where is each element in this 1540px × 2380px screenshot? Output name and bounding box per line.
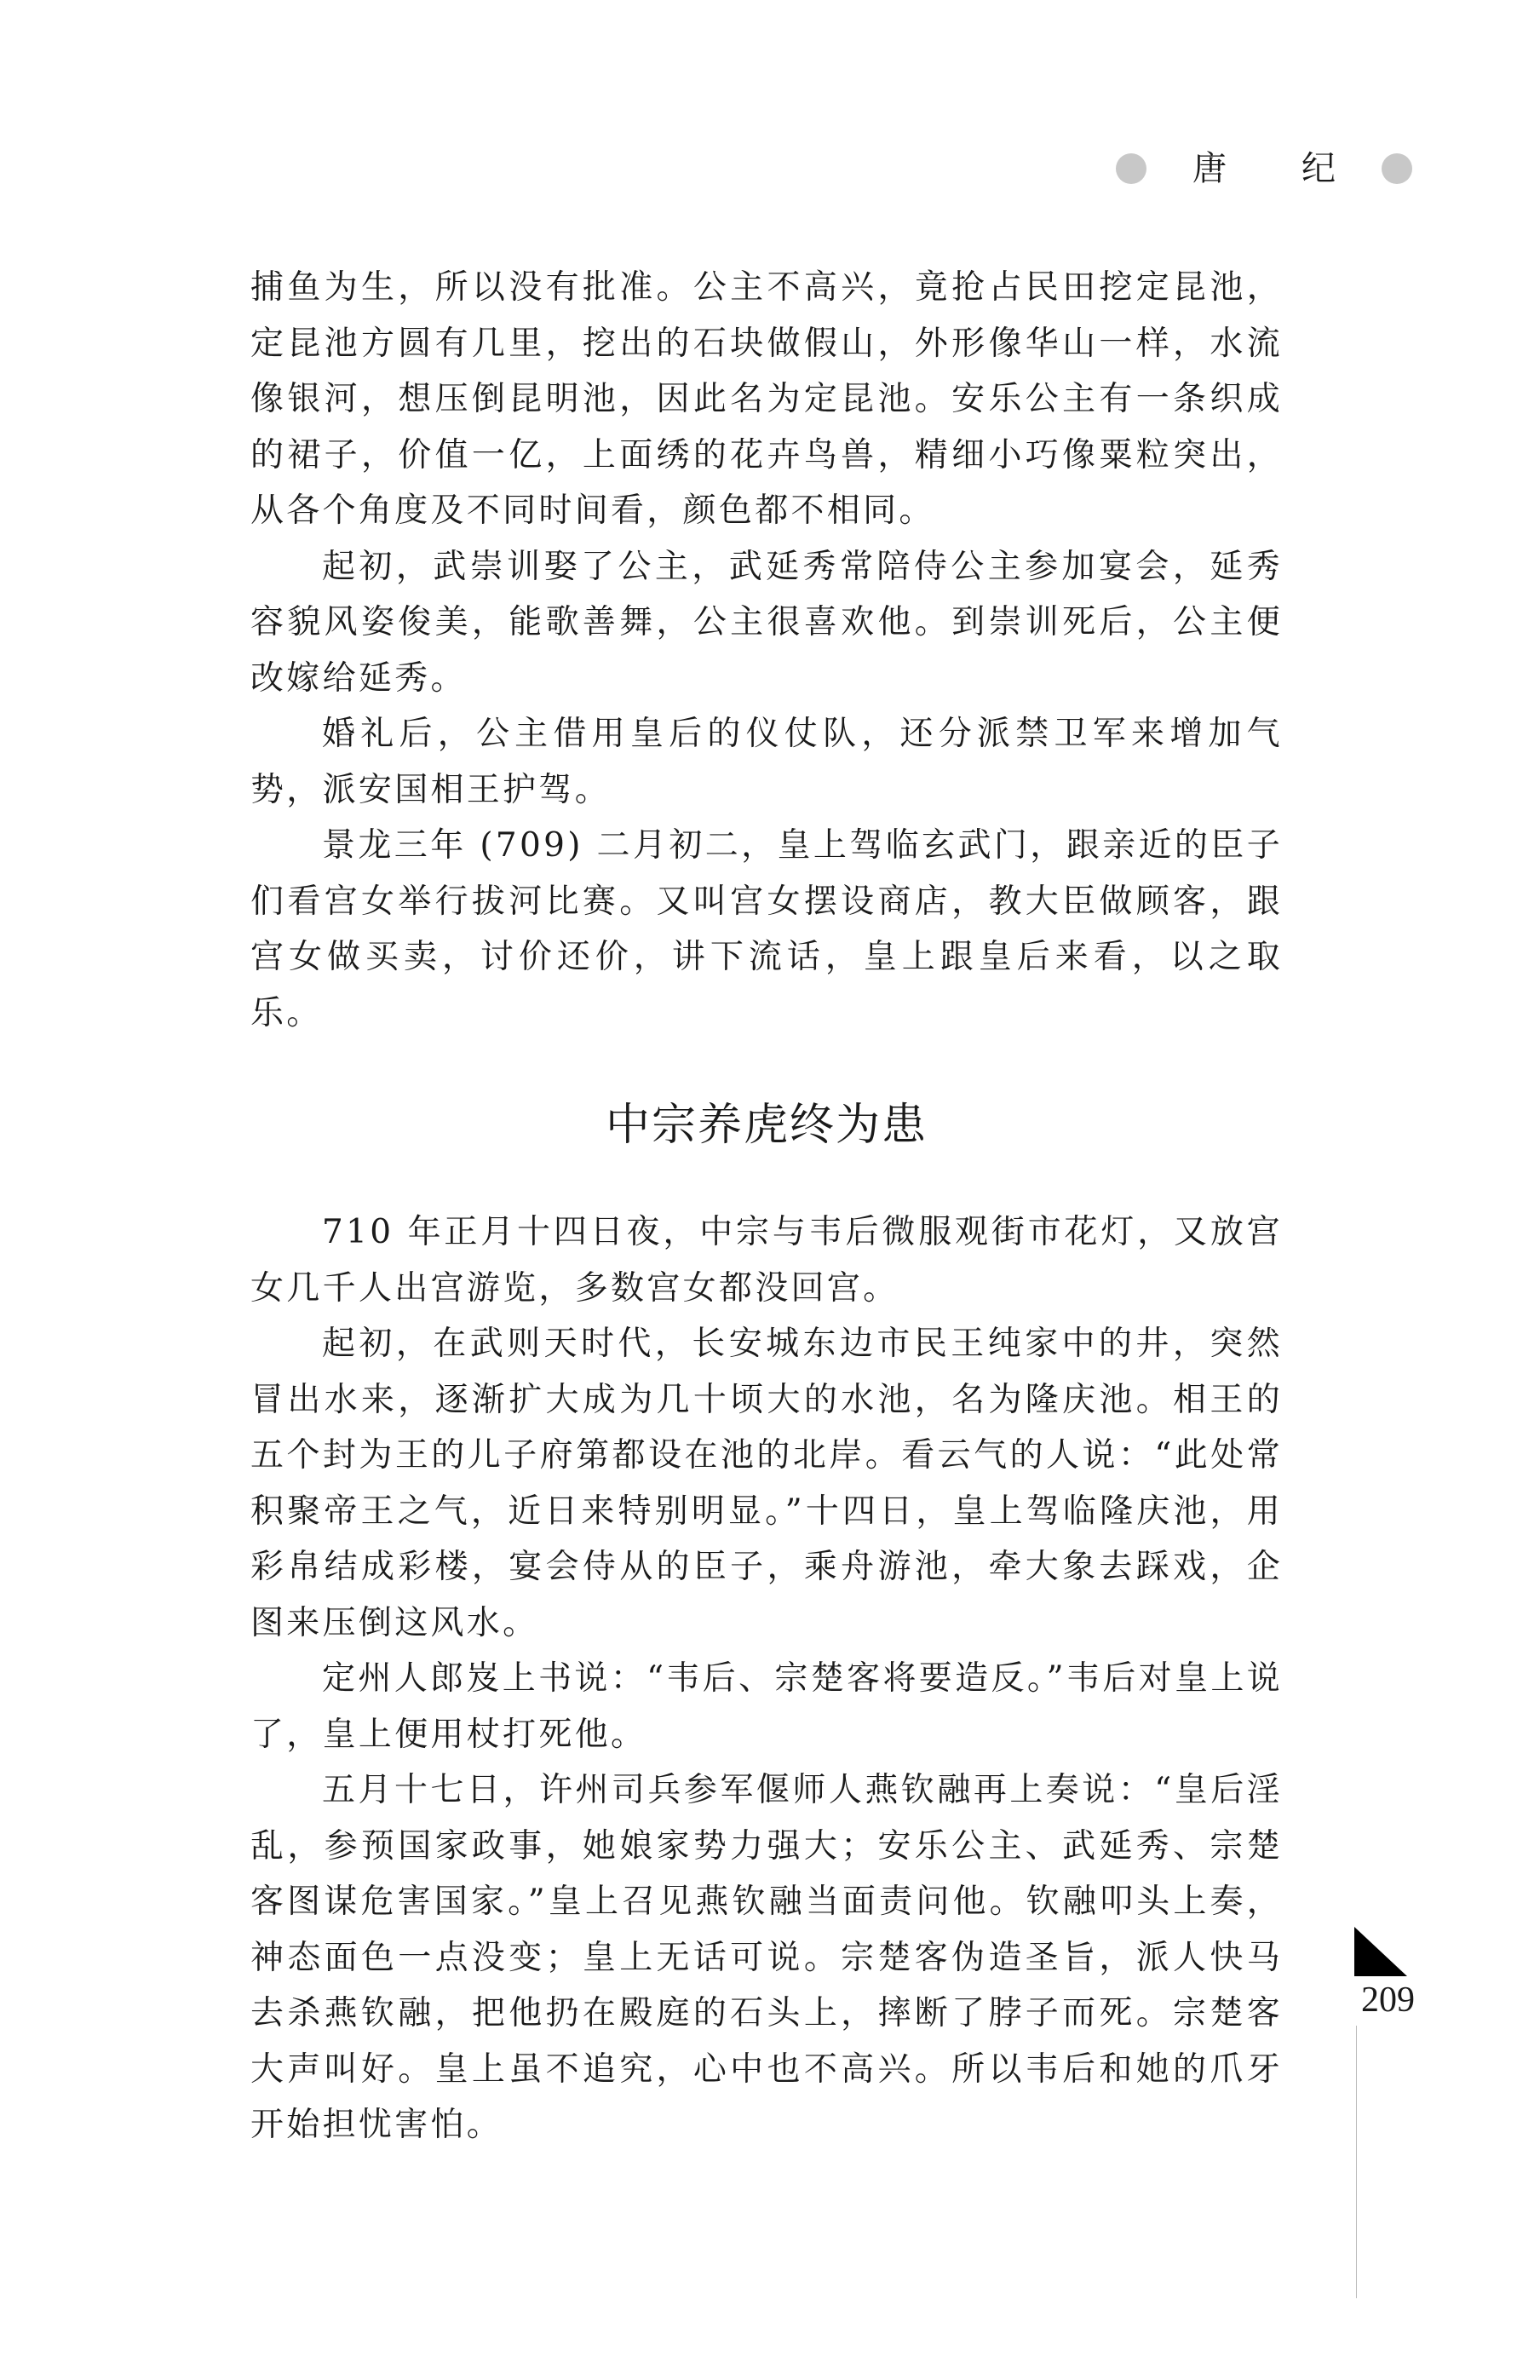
section-paragraph-2: 起初，在武则天时代，长安城东边市民王纯家中的井，突然冒出水来，逐渐扩大成为几十顷大的水池，名为隆庆池。相王的五个封为王的儿子府第都设在池的北岸。看云气的人说：“此处常积聚帝王之气，近日来特别明显。”十四日，皇上驾临隆庆池，用彩帛结成彩楼，宴会侍从的臣子，乘舟游池，牵大象去踩戏，企图来压倒这风水。 bbox=[250, 1325, 1283, 1642]
header-chapter-char-1: 唐 bbox=[1192, 149, 1227, 188]
section-paragraph-4: 五月十七日，许州司兵参军偃师人燕钦融再上奏说：“皇后淫乱，参预国家政事，她娘家势力强大；安乐公主、武延秀、宗楚客图谋危害国家。”皇上召见燕钦融当面责问他。钦融叩头上奏，神态面色一点没变；皇上无话可说。宗楚客伪造圣旨，派人快马去杀燕钦融，把他扔在殿庭的石头上，摔断了脖子而死。宗楚客大声叫好。皇上虽不追究，心中也不高兴。所以韦后和她的爪牙开始担忧害怕。 bbox=[250, 1771, 1283, 2144]
body-paragraph-3: 婚礼后，公主借用皇后的仪仗队，还分派禁卫军来增加气势，派安国相王护驾。 bbox=[250, 715, 1283, 809]
page-number: 209 bbox=[1361, 1980, 1415, 2020]
running-header bbox=[1107, 147, 1422, 198]
body-paragraph-1: 捕鱼为生，所以没有批准。公主不高兴，竟抢占民田挖定昆池，定昆池方圆有几里，挖出的石块做假山，外形像华山一样，水流像银河，想压倒昆明池，因此名为定昆池。安乐公主有一条织成的裙子，价值一亿，上面绣的花卉鸟兽，精细小巧像粟粒突出，从各个角度及不同时间看，颜色都不相同。 bbox=[250, 268, 1283, 530]
section-paragraph-1: 710 年正月十四日夜，中宗与韦后微服观街市花灯，又放宫女几千人出宫游览，多数宫女都没回宫。 bbox=[250, 1213, 1283, 1308]
header-right-dot bbox=[1382, 153, 1412, 184]
margin-rule bbox=[1356, 2026, 1357, 2298]
body-paragraph-4: 景龙三年 (709) 二月初二，皇上驾临玄武门，跟亲近的臣子们看宫女举行拔河比赛。又叫宫女摆设商店，教大臣做顾客，跟宫女做买卖，讨价还价，讲下流话，皇上跟皇后来看，以之取乐。 bbox=[250, 826, 1283, 1032]
page-corner-triangle bbox=[1354, 1927, 1407, 1976]
page-body bbox=[250, 260, 1283, 2153]
header-chapter-char-2: 纪 bbox=[1302, 149, 1336, 188]
section-paragraph-3: 定州人郎岌上书说：“韦后、宗楚客将要造反。”韦后对皇上说了，皇上便用杖打死他。 bbox=[250, 1659, 1283, 1754]
body-paragraph-2: 起初，武崇训娶了公主，武延秀常陪侍公主参加宴会，延秀容貌风姿俊美，能歌善舞，公主很喜欢他。到崇训死后，公主便改嫁给延秀。 bbox=[250, 547, 1283, 698]
header-left-dot bbox=[1116, 153, 1146, 184]
section-title: 中宗养虎终为患 bbox=[605, 1100, 928, 1151]
